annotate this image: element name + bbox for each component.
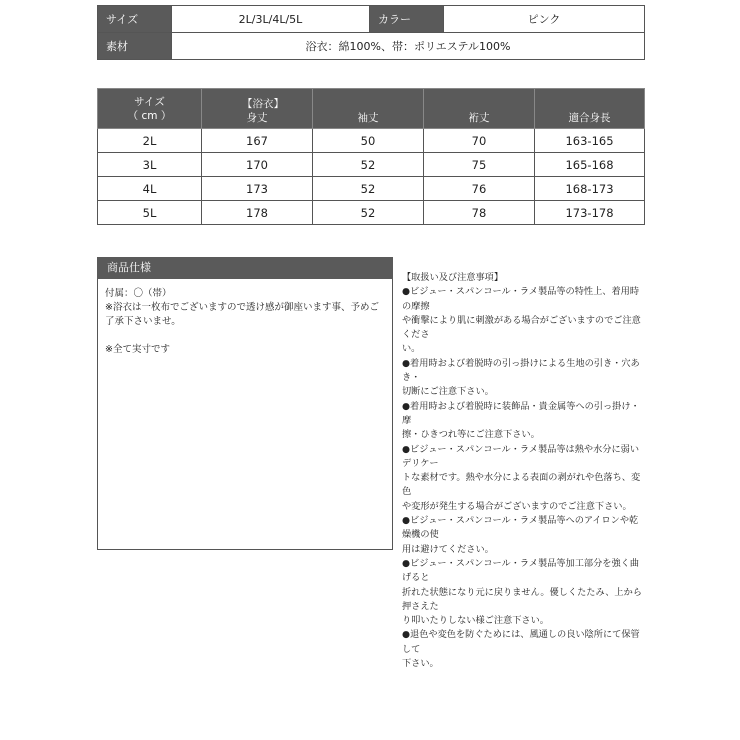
color-label: カラー: [370, 6, 444, 33]
header-yukata-label: 【浴衣】: [242, 98, 284, 110]
care-note-item: ●ビジュー・スパンコール・ラメ製品等へのアイロンや乾燥機の使 用は避けてください。: [402, 515, 639, 555]
color-value: ピンク: [444, 6, 645, 33]
size-chart-row: [98, 129, 645, 153]
size-chart-cell: 5L: [98, 201, 202, 225]
size-label: サイズ: [98, 6, 172, 33]
care-note-item: ●退色や変色を防ぐためには、風通しの良い陰所にて保管して 下さい。: [402, 629, 640, 670]
info-row-material: [98, 33, 645, 60]
size-chart-cell: 163-165: [535, 129, 645, 153]
size-chart-cell: 2L: [98, 129, 202, 153]
spec-body: [97, 279, 393, 550]
size-chart-cell: 4L: [98, 177, 202, 201]
header-size-line2: （ cm ）: [127, 109, 172, 122]
header-yuki-length: 裄丈: [424, 89, 535, 129]
size-chart-cell: 173-178: [535, 201, 645, 225]
size-chart-cell: 50: [313, 129, 424, 153]
size-chart-cell: 52: [313, 153, 424, 177]
size-chart-cell: 178: [202, 201, 313, 225]
material-label: 素材: [98, 33, 172, 60]
spec-note-transparency: ※浴衣は一枚布でございますので透け感が御座います事、予めご了承下さいませ。: [105, 302, 379, 327]
size-chart-cell: 168-173: [535, 177, 645, 201]
size-chart-row: [98, 201, 645, 225]
size-chart-cell: 52: [313, 201, 424, 225]
size-chart-cell: 75: [424, 153, 535, 177]
care-notes: [402, 271, 646, 671]
care-note-item: ●着用時および着脱時に装飾品・貴金属等への引っ掛け・摩 擦・ひきつれ等にご注意下さい。: [402, 400, 640, 441]
product-info-table: [97, 5, 645, 60]
size-chart-cell: 170: [202, 153, 313, 177]
size-value: 2L/3L/4L/5L: [172, 6, 370, 33]
size-chart-table: [97, 88, 645, 225]
info-row-size-color: [98, 6, 645, 33]
header-size: [98, 89, 202, 129]
header-fit-height: 適合身長: [535, 89, 645, 129]
care-note-item: ●ビジュー・スパンコール・ラメ製品等の特性上、着用時の摩擦 や衝撃により肌に刺激がある場合がございますのでご注意くださ い。: [402, 286, 641, 355]
size-chart-header-row: [98, 89, 645, 129]
header-sleeve-length: 袖丈: [313, 89, 424, 129]
care-note-item: ●着用時および着脱時の引っ掛けによる生地の引き・穴あき・ 切断にご注意下さい。: [402, 357, 640, 398]
spec-note-measurement: ※全て実寸です: [105, 344, 170, 355]
size-chart-cell: 76: [424, 177, 535, 201]
spec-title: 商品仕様: [97, 257, 393, 279]
size-chart-row: [98, 177, 645, 201]
size-chart-cell: 173: [202, 177, 313, 201]
size-chart-cell: 167: [202, 129, 313, 153]
size-chart-row: [98, 153, 645, 177]
care-notes-title: 【取扱い及び注意事項】: [402, 272, 504, 283]
spec-accessory: 付属：〇（帯）: [105, 288, 172, 299]
care-note-item: ●ビジュー・スパンコール・ラメ製品等は熱や水分に弱いデリケー トな素材です。熱や水分による表面の剥がれや色落ち、変色 や変形が発生する場合がございますのでご注意下さい。: [402, 443, 641, 512]
size-chart-cell: 165-168: [535, 153, 645, 177]
size-chart-cell: 70: [424, 129, 535, 153]
header-size-line1: サイズ: [134, 95, 165, 108]
header-body-length: [202, 89, 313, 129]
header-body-length-label: 身丈: [246, 112, 268, 124]
size-chart-cell: 52: [313, 177, 424, 201]
material-value: 浴衣：綿100%、帯：ポリエステル100%: [172, 33, 645, 60]
size-chart-cell: 3L: [98, 153, 202, 177]
care-note-item: ●ビジュー・スパンコール・ラメ製品等加工部分を強く曲げると 折れた状態になり元に戻りません。優しくたたみ、上から押さえた り叩いたりしない様ご注意下さい。: [402, 557, 642, 627]
size-chart-cell: 78: [424, 201, 535, 225]
